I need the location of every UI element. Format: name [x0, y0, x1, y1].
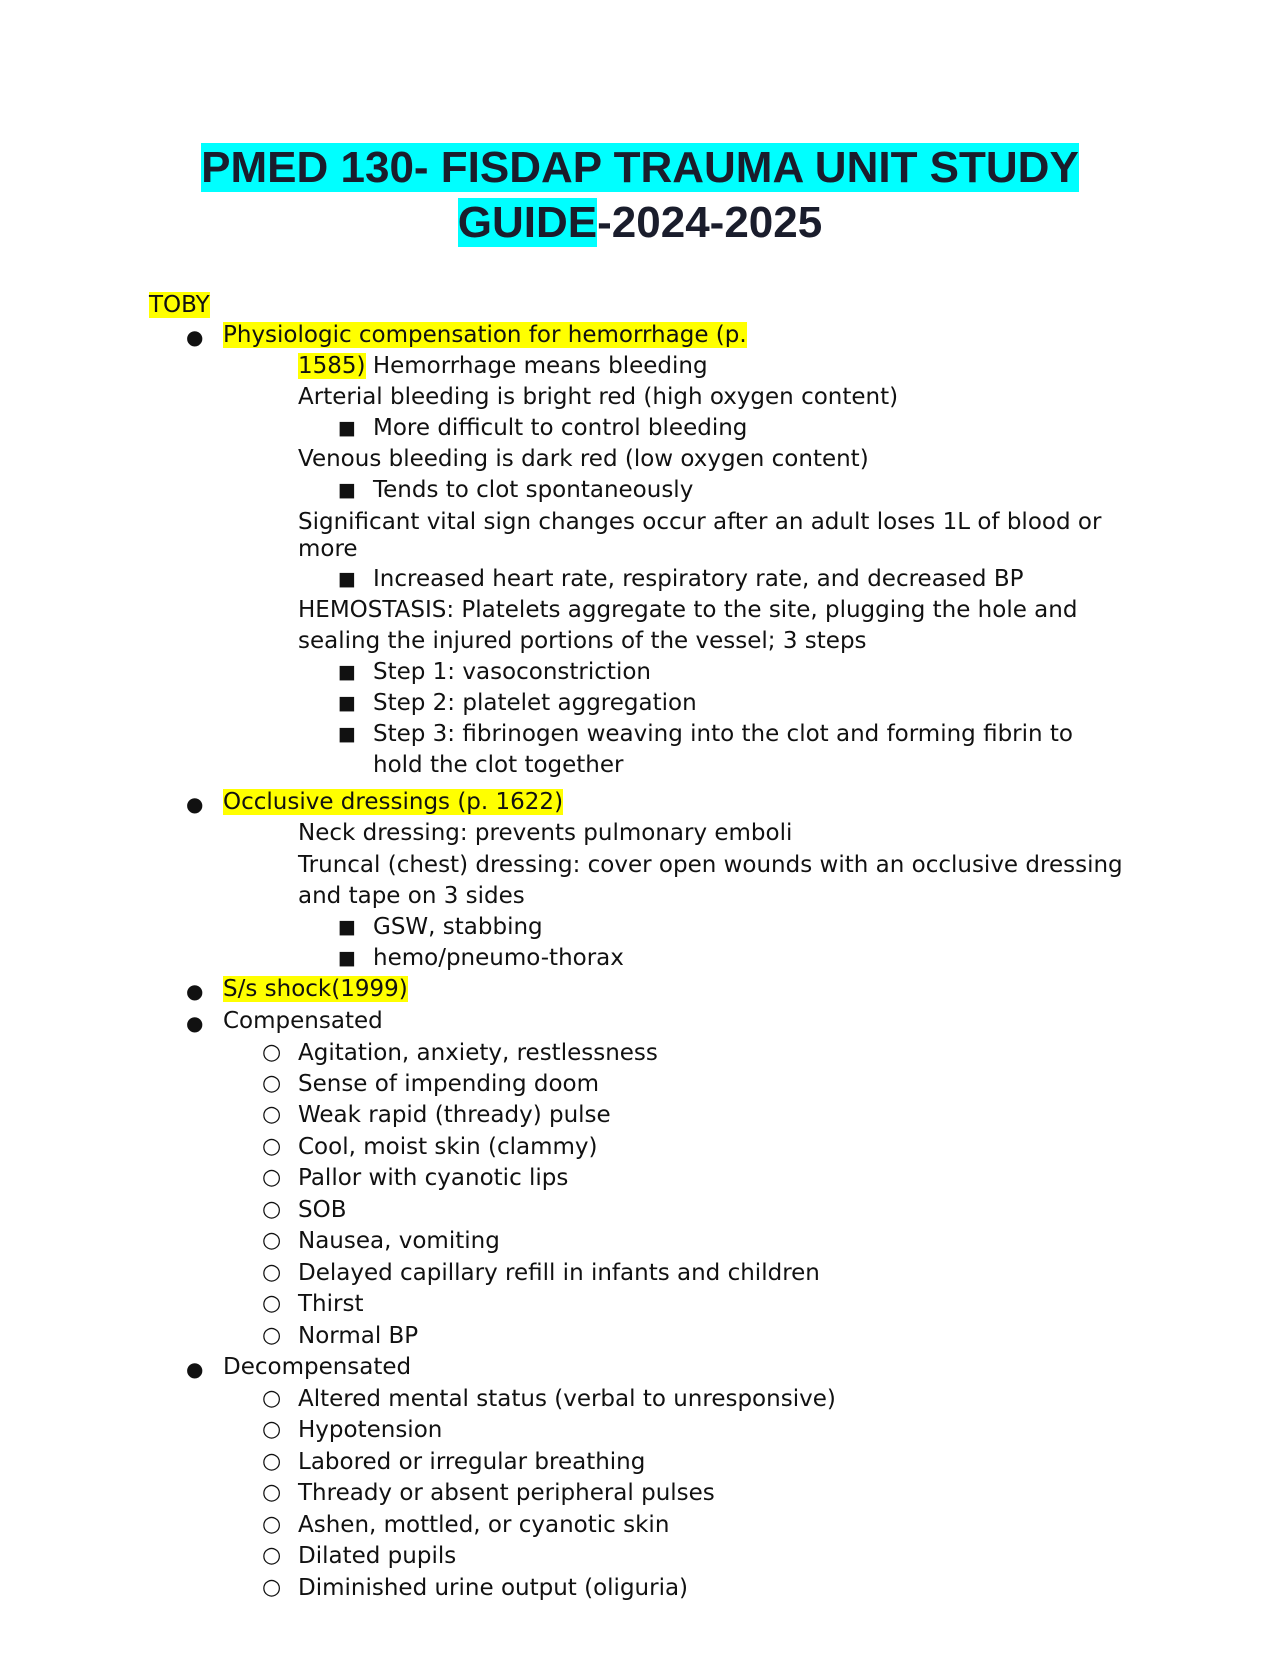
hemorrhage-heading-cont: 1585) Hemorrhage means bleeding — [298, 353, 708, 379]
vitals-text-line-1: Significant vital sign changes occur after an adult loses 1L of blood or — [298, 509, 1102, 535]
square-bullet-icon: ■ — [338, 568, 356, 590]
square-bullet-icon: ■ — [338, 692, 356, 714]
hemostasis-text-line-2: sealing the injured portions of the vessel; 3 steps — [298, 628, 867, 654]
arterial-sub-item: More difficult to control bleeding — [373, 415, 748, 441]
list-item: Normal BP — [298, 1323, 419, 1349]
hemorrhage-heading: Physiologic compensation for hemorrhage (p. — [223, 322, 747, 348]
arterial-bleeding-text: Arterial bleeding is bright red (high oxygen content) — [298, 384, 899, 410]
list-item: Altered mental status (verbal to unresponsive) — [298, 1386, 836, 1412]
occlusive-sub-item-1: GSW, stabbing — [373, 914, 543, 940]
neck-dressing-text: Neck dressing: prevents pulmonary emboli — [298, 820, 793, 846]
circle-bullet-icon: ○ — [262, 1228, 282, 1253]
circle-bullet-icon: ○ — [262, 1449, 282, 1474]
circle-bullet-icon: ○ — [262, 1575, 282, 1600]
vitals-sub-item: Increased heart rate, respiratory rate, and decreased BP — [373, 566, 1024, 592]
author-label: TOBY — [149, 292, 210, 318]
title-year: -2024-2025 — [597, 198, 823, 247]
shock-heading: S/s shock(1999) — [223, 976, 408, 1002]
occlusive-heading: Occlusive dressings (p. 1622) — [223, 789, 564, 815]
list-item: Dilated pupils — [298, 1543, 457, 1569]
circle-bullet-icon: ○ — [262, 1323, 282, 1348]
list-item: Labored or irregular breathing — [298, 1449, 646, 1475]
vitals-text-line-2: more — [298, 536, 358, 562]
circle-bullet-icon: ○ — [262, 1260, 282, 1285]
circle-bullet-icon: ○ — [262, 1480, 282, 1505]
square-bullet-icon: ■ — [338, 479, 356, 501]
venous-sub-item: Tends to clot spontaneously — [373, 477, 694, 503]
list-item: Nausea, vomiting — [298, 1228, 500, 1254]
document-title — [150, 140, 1130, 250]
square-bullet-icon: ■ — [338, 661, 356, 683]
list-item: Delayed capillary refill in infants and children — [298, 1260, 820, 1286]
list-item: Hypotension — [298, 1417, 443, 1443]
bullet-icon: ● — [186, 979, 204, 1003]
list-item: Diminished urine output (oliguria) — [298, 1575, 689, 1601]
step-3-item-line-2: hold the clot together — [373, 752, 624, 778]
square-bullet-icon: ■ — [338, 723, 356, 745]
decompensated-heading: Decompensated — [223, 1354, 412, 1380]
circle-bullet-icon: ○ — [262, 1291, 282, 1316]
bullet-icon: ● — [186, 325, 204, 349]
occlusive-sub-item-2: hemo/pneumo-thorax — [373, 945, 624, 971]
circle-bullet-icon: ○ — [262, 1040, 282, 1065]
list-item: Thirst — [298, 1291, 364, 1317]
step-1-item: Step 1: vasoconstriction — [373, 659, 651, 685]
compensated-heading: Compensated — [223, 1008, 383, 1034]
list-item: Thready or absent peripheral pulses — [298, 1480, 715, 1506]
list-item: Weak rapid (thready) pulse — [298, 1102, 611, 1128]
bullet-icon: ● — [186, 1357, 204, 1381]
bullet-icon: ● — [186, 792, 204, 816]
square-bullet-icon: ■ — [338, 417, 356, 439]
list-item: Sense of impending doom — [298, 1071, 599, 1097]
venous-bleeding-text: Venous bleeding is dark red (low oxygen content) — [298, 446, 869, 472]
title-guide-word: GUIDE — [457, 198, 598, 247]
circle-bullet-icon: ○ — [262, 1197, 282, 1222]
title-line-1: PMED 130- FISDAP TRAUMA UNIT STUDY — [201, 143, 1079, 192]
circle-bullet-icon: ○ — [262, 1165, 282, 1190]
step-2-item: Step 2: platelet aggregation — [373, 690, 697, 716]
list-item: Ashen, mottled, or cyanotic skin — [298, 1512, 670, 1538]
circle-bullet-icon: ○ — [262, 1512, 282, 1537]
circle-bullet-icon: ○ — [262, 1134, 282, 1159]
list-item: SOB — [298, 1197, 347, 1223]
circle-bullet-icon: ○ — [262, 1386, 282, 1411]
bullet-icon: ● — [186, 1011, 204, 1035]
circle-bullet-icon: ○ — [262, 1071, 282, 1096]
truncal-dressing-line-2: and tape on 3 sides — [298, 883, 525, 909]
list-item: Cool, moist skin (clammy) — [298, 1134, 598, 1160]
circle-bullet-icon: ○ — [262, 1417, 282, 1442]
step-3-item-line-1: Step 3: fibrinogen weaving into the clot and forming fibrin to — [373, 721, 1073, 747]
list-item: Agitation, anxiety, restlessness — [298, 1040, 658, 1066]
list-item: Pallor with cyanotic lips — [298, 1165, 569, 1191]
square-bullet-icon: ■ — [338, 947, 356, 969]
truncal-dressing-line-1: Truncal (chest) dressing: cover open wounds with an occlusive dressing — [298, 852, 1123, 878]
circle-bullet-icon: ○ — [262, 1543, 282, 1568]
square-bullet-icon: ■ — [338, 916, 356, 938]
circle-bullet-icon: ○ — [262, 1102, 282, 1127]
hemostasis-text-line-1: HEMOSTASIS: Platelets aggregate to the site, plugging the hole and — [298, 597, 1078, 623]
